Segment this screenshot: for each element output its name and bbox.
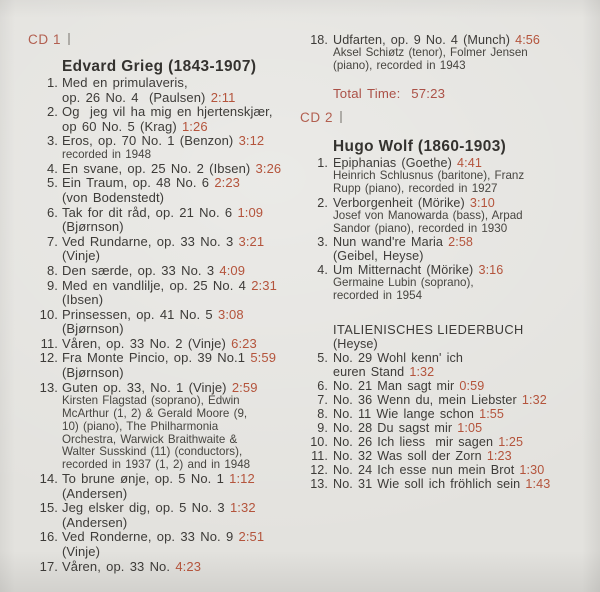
track-line bbox=[28, 105, 306, 120]
track-continuation-line bbox=[28, 516, 306, 531]
track-duration: 1:23 bbox=[486, 449, 512, 464]
spacer bbox=[300, 126, 596, 138]
track-text: Prinsessen, op. 41 No. 5 3:08 bbox=[62, 306, 244, 322]
track-text: Heinrich Schlusnus (baritone), Franz bbox=[333, 168, 525, 182]
track-text: No. 29 Wohl kenn' ich bbox=[333, 351, 463, 366]
track-text: No. 11 Wie lange schon 1:55 bbox=[333, 407, 505, 422]
track-number: 2. bbox=[317, 195, 328, 210]
track-number: 11. bbox=[311, 449, 328, 464]
composer-heading bbox=[300, 138, 596, 156]
track-text: En svane, op. 25 No. 2 (Ibsen) 3:26 bbox=[62, 160, 282, 176]
track-number: 13. bbox=[310, 477, 328, 492]
track-text: Walter Susskind (11) (conductors), bbox=[62, 445, 243, 459]
track-text: (Vinje) bbox=[62, 544, 101, 560]
track-text: (Bjørnson) bbox=[62, 365, 124, 381]
performer-credit-line bbox=[300, 290, 596, 303]
track-text: Eros, op. 70 No. 1 (Benzon) 3:12 bbox=[62, 133, 265, 149]
track-text: No. 31 Wie soll ich fröhlich sein 1:43 bbox=[333, 477, 551, 492]
track-duration: 1:43 bbox=[525, 477, 551, 492]
track-number: 8. bbox=[317, 407, 328, 422]
track-number: 13. bbox=[39, 379, 58, 395]
track-line bbox=[28, 308, 306, 323]
track-line bbox=[28, 337, 306, 352]
track-number: 4. bbox=[317, 263, 328, 278]
track-line bbox=[300, 435, 596, 449]
track-number: 10. bbox=[310, 435, 328, 450]
track-number: 15. bbox=[39, 500, 58, 516]
track-line bbox=[28, 530, 306, 545]
track-continuation-line bbox=[28, 91, 306, 106]
track-duration: 1:55 bbox=[479, 407, 505, 422]
track-number: 1. bbox=[46, 75, 58, 90]
track-text: (Andersen) bbox=[62, 514, 128, 530]
track-number: 14. bbox=[39, 471, 58, 487]
track-text: Ved Rundarne, op. 33 No. 3 3:21 bbox=[62, 233, 265, 249]
track-duration: 2:58 bbox=[448, 235, 474, 250]
track-duration: 57:23 bbox=[411, 85, 446, 101]
track-duration: 4:41 bbox=[457, 155, 482, 170]
track-number: 5. bbox=[317, 351, 328, 366]
track-line bbox=[300, 351, 596, 365]
track-text: Edvard Grieg (1843-1907) bbox=[62, 58, 257, 75]
track-line bbox=[28, 351, 306, 366]
track-text: Nun wand're Maria 2:58 bbox=[333, 235, 474, 250]
cd-label-text: CD 1 bbox=[28, 32, 62, 47]
track-line bbox=[300, 263, 596, 277]
cd-divider-bar-icon bbox=[68, 33, 70, 45]
track-continuation-line bbox=[300, 365, 596, 379]
track-duration: 3:08 bbox=[217, 306, 244, 322]
performer-credit-line bbox=[28, 408, 306, 421]
track-text: Guten op. 33, No. 1 (Vinje) 2:59 bbox=[62, 379, 258, 395]
track-text: op 60 No. 5 (Krag) 1:26 bbox=[62, 118, 208, 134]
track-line bbox=[300, 477, 596, 491]
track-duration: 1:25 bbox=[498, 435, 524, 450]
track-text: Fra Monte Pincio, op. 39 No.1 5:59 bbox=[62, 350, 277, 366]
track-number: 12. bbox=[39, 350, 58, 366]
track-text: euren Stand 1:32 bbox=[333, 365, 435, 380]
track-number: 17. bbox=[39, 558, 58, 574]
performer-credit-line bbox=[300, 47, 596, 60]
track-text: Udfarten, op. 9 No. 4 (Munch) 4:56 bbox=[333, 33, 541, 47]
track-continuation-line bbox=[300, 337, 596, 351]
track-text: Aksel Schiøtz (tenor), Folmer Jensen bbox=[333, 46, 528, 59]
track-text: Ved Ronderne, op. 33 No. 9 2:51 bbox=[62, 529, 265, 545]
track-number: 7. bbox=[317, 393, 328, 408]
track-continuation-line bbox=[28, 322, 306, 337]
track-duration: 1:26 bbox=[181, 118, 208, 134]
track-text: Våren, op. 33 No. 4:23 bbox=[62, 558, 202, 574]
track-text: Jeg elsker dig, op. 5 No. 3 1:32 bbox=[62, 500, 256, 516]
track-number: 12. bbox=[310, 463, 328, 478]
track-line bbox=[300, 393, 596, 407]
track-text: Med en primulaveris, bbox=[62, 75, 188, 90]
track-line bbox=[28, 134, 306, 149]
track-duration: 4:23 bbox=[175, 558, 202, 574]
track-text: (Bjørnson) bbox=[62, 321, 124, 337]
performer-credit-line bbox=[300, 60, 596, 73]
performer-credit-line bbox=[300, 223, 596, 236]
track-text: Kirsten Flagstad (soprano), Edwin bbox=[62, 394, 240, 408]
track-duration: 2:59 bbox=[231, 379, 258, 395]
track-number: 10. bbox=[39, 306, 58, 322]
track-text: recorded in 1937 (1, 2) and in 1948 bbox=[62, 458, 251, 472]
track-duration: 2:23 bbox=[214, 175, 241, 191]
track-number: 16. bbox=[39, 529, 58, 545]
track-number: 3. bbox=[46, 133, 58, 149]
spacer bbox=[300, 303, 596, 323]
track-continuation-line bbox=[28, 293, 306, 308]
track-text: 10) (piano), The Philharmonia bbox=[62, 419, 219, 433]
track-continuation-line bbox=[28, 191, 306, 206]
track-continuation-line bbox=[28, 249, 306, 264]
track-duration: 3:26 bbox=[255, 160, 282, 176]
track-number: 4. bbox=[46, 160, 58, 176]
track-duration: 1:32 bbox=[521, 393, 547, 408]
track-continuation-line bbox=[28, 366, 306, 381]
track-number: 8. bbox=[46, 262, 58, 278]
track-text: No. 21 Man sagt mir 0:59 bbox=[333, 379, 485, 394]
track-line bbox=[28, 264, 306, 279]
performer-credit-line bbox=[300, 170, 596, 183]
track-text: Hugo Wolf (1860-1903) bbox=[333, 137, 507, 155]
track-line bbox=[300, 421, 596, 435]
cd-label bbox=[28, 32, 306, 48]
track-text: op. 26 No. 4 (Paulsen) 2:11 bbox=[62, 89, 236, 105]
track-line bbox=[300, 156, 596, 170]
track-continuation-line bbox=[28, 487, 306, 502]
track-duration: 0:59 bbox=[459, 379, 485, 394]
track-text: Sandor (piano), recorded in 1930 bbox=[333, 221, 508, 235]
track-line bbox=[28, 501, 306, 516]
track-duration: 1:32 bbox=[409, 365, 435, 380]
track-text: Ein Traum, op. 48 No. 6 2:23 bbox=[62, 175, 241, 191]
track-duration: 1:30 bbox=[519, 463, 545, 478]
track-line bbox=[300, 463, 596, 477]
track-text: (piano), recorded in 1943 bbox=[333, 58, 466, 72]
track-text: No. 26 Ich liess mir sagen 1:25 bbox=[333, 435, 524, 450]
track-duration: 1:05 bbox=[457, 421, 483, 436]
track-duration: 3:10 bbox=[469, 195, 495, 210]
track-number: 9. bbox=[317, 421, 328, 436]
track-number: 9. bbox=[46, 277, 58, 293]
track-number: 5. bbox=[46, 175, 58, 191]
track-text: Og jeg vil ha mig en hjertenskjær, bbox=[62, 104, 273, 120]
track-text: Med en vandlilje, op. 25 No. 4 2:31 bbox=[62, 277, 277, 293]
track-duration: 3:16 bbox=[478, 263, 504, 278]
cd-label bbox=[300, 110, 596, 126]
track-duration: 4:56 bbox=[515, 33, 541, 47]
track-line bbox=[300, 407, 596, 421]
performer-credit-line bbox=[300, 210, 596, 223]
track-text: McArthur (1, 2) & Gerald Moore (9, bbox=[62, 407, 248, 421]
track-continuation-line bbox=[28, 220, 306, 235]
track-line bbox=[28, 176, 306, 191]
track-text: (Heyse) bbox=[333, 337, 378, 352]
track-number: 11. bbox=[40, 335, 58, 351]
track-duration: 5:59 bbox=[250, 350, 277, 366]
performer-credit-line bbox=[28, 421, 306, 434]
track-text: Den særde, op. 33 No. 3 4:09 bbox=[62, 262, 246, 278]
track-number: 1. bbox=[317, 155, 328, 170]
track-line bbox=[300, 449, 596, 463]
track-text: ITALIENISCHES LIEDERBUCH bbox=[333, 322, 524, 338]
track-text: Germaine Lubin (soprano), bbox=[333, 276, 474, 290]
track-text: Josef von Manowarda (bass), Arpad bbox=[333, 208, 523, 222]
track-duration: 1:12 bbox=[229, 471, 255, 487]
track-text: Tak for dit råd, op. 21 No. 6 1:09 bbox=[62, 204, 264, 220]
track-text: Um Mitternacht (Mörike) 3:16 bbox=[333, 263, 504, 278]
track-continuation-line bbox=[300, 249, 596, 263]
composer-heading bbox=[28, 58, 306, 76]
track-text: Verborgenheit (Mörike) 3:10 bbox=[333, 195, 495, 210]
track-continuation-line bbox=[28, 545, 306, 560]
track-text: recorded in 1954 bbox=[333, 289, 423, 303]
track-text: (Andersen) bbox=[62, 485, 128, 501]
track-line bbox=[28, 279, 306, 294]
track-duration: 4:09 bbox=[219, 262, 246, 278]
track-line bbox=[300, 33, 596, 47]
track-duration: 2:31 bbox=[251, 277, 277, 293]
track-text: No. 28 Du sagst mir 1:05 bbox=[333, 421, 483, 436]
track-text: No. 32 Was soll der Zorn 1:23 bbox=[333, 449, 512, 464]
spacer bbox=[300, 101, 596, 110]
track-number: 6. bbox=[46, 204, 58, 220]
track-number: 2. bbox=[46, 104, 58, 120]
track-text: No. 24 Ich esse nun mein Brot 1:30 bbox=[333, 463, 545, 478]
section-heading bbox=[300, 323, 596, 337]
track-number: 18. bbox=[310, 33, 328, 47]
track-line bbox=[28, 206, 306, 221]
track-text: Rupp (piano), recorded in 1927 bbox=[333, 181, 498, 195]
track-duration: 1:09 bbox=[237, 204, 264, 220]
track-text: No. 36 Wenn du, mein Liebster 1:32 bbox=[333, 393, 547, 408]
track-line bbox=[300, 379, 596, 393]
track-line bbox=[28, 76, 306, 91]
spacer bbox=[300, 73, 596, 86]
cd1-column bbox=[28, 32, 306, 574]
track-line bbox=[28, 381, 306, 396]
track-duration: 3:12 bbox=[238, 133, 265, 149]
total-time-text: Total Time: 57:23 bbox=[333, 85, 446, 101]
track-duration: 3:21 bbox=[238, 233, 265, 249]
track-text: (Ibsen) bbox=[62, 292, 104, 308]
track-text: Epiphanias (Goethe) 4:41 bbox=[333, 155, 482, 170]
track-line bbox=[28, 472, 306, 487]
track-line bbox=[28, 235, 306, 250]
track-line bbox=[300, 196, 596, 210]
track-text: To brune ønje, op. 5 No. 1 1:12 bbox=[62, 471, 255, 487]
track-line bbox=[28, 162, 306, 177]
cd2-column bbox=[300, 33, 596, 491]
track-duration: 6:23 bbox=[231, 335, 257, 351]
track-line bbox=[300, 235, 596, 249]
track-text: (Bjørnson) bbox=[62, 219, 124, 235]
track-text: Orchestra, Warwick Braithwaite & bbox=[62, 432, 238, 446]
cd-divider-bar-icon bbox=[340, 111, 342, 123]
track-line bbox=[28, 560, 306, 575]
track-text: Våren, op. 33 No. 2 (Vinje) 6:23 bbox=[62, 335, 257, 351]
track-number: 3. bbox=[317, 235, 328, 250]
track-text: recorded in 1948 bbox=[62, 147, 152, 161]
track-text: (Geibel, Heyse) bbox=[333, 249, 424, 264]
track-continuation-line bbox=[28, 120, 306, 135]
track-number: 6. bbox=[317, 379, 328, 394]
total-time-line bbox=[300, 86, 596, 101]
track-text: (von Bodenstedt) bbox=[62, 189, 165, 205]
track-text: (Vinje) bbox=[62, 248, 101, 264]
spacer bbox=[28, 48, 306, 58]
performer-credit-line bbox=[300, 183, 596, 196]
track-duration: 1:32 bbox=[229, 500, 256, 516]
cd-label-text: CD 2 bbox=[300, 109, 334, 125]
track-duration: 2:11 bbox=[210, 89, 236, 105]
track-duration: 2:51 bbox=[238, 529, 265, 545]
track-number: 7. bbox=[46, 233, 58, 249]
